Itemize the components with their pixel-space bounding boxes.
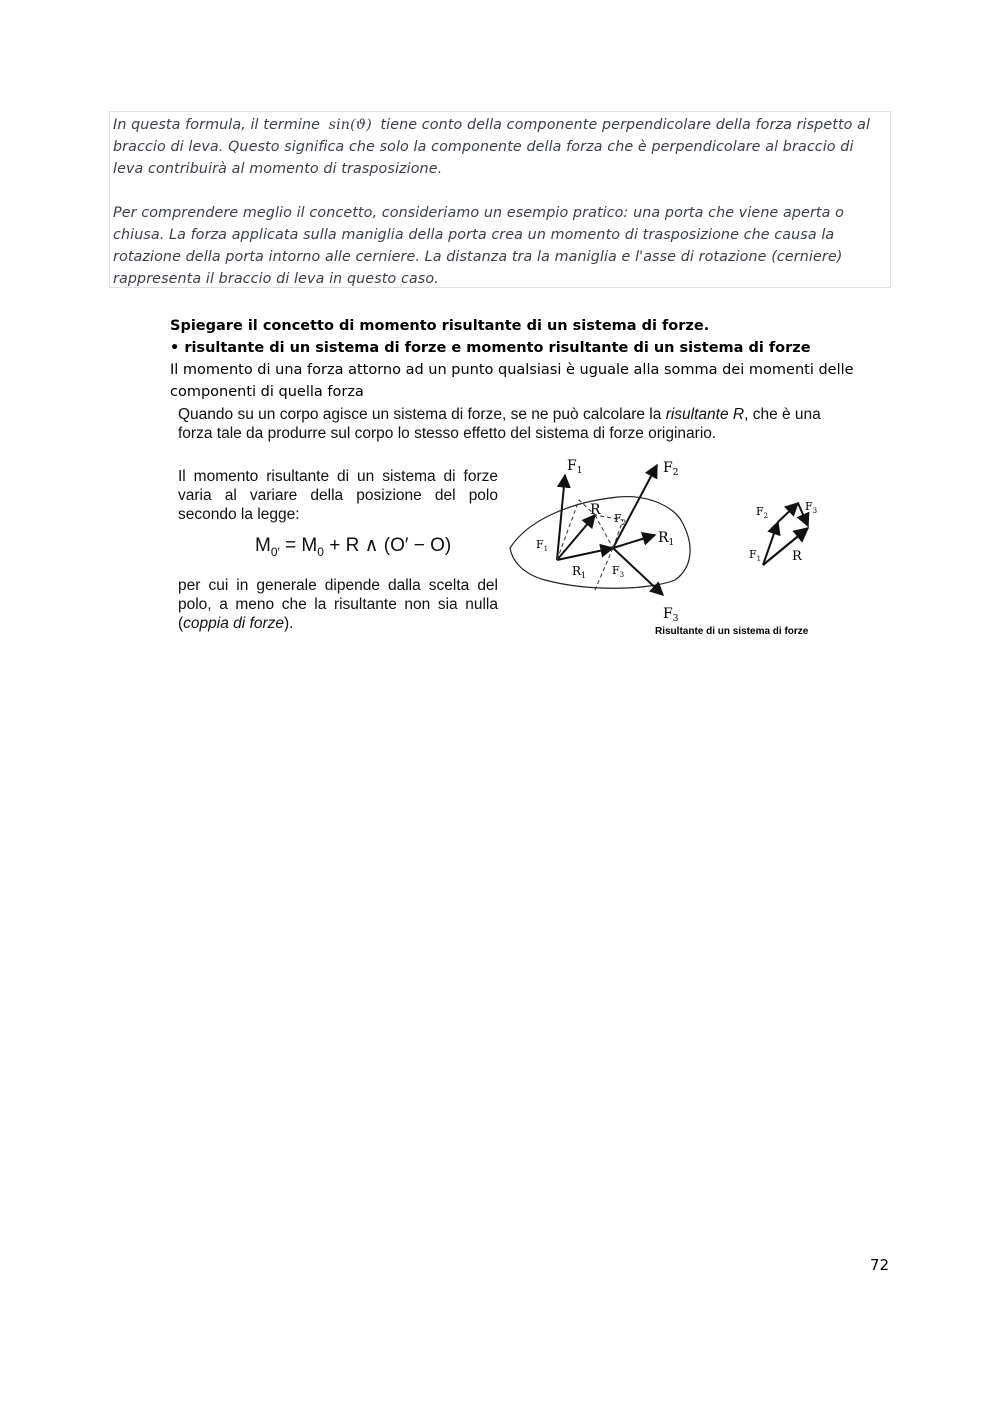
sine-formula: sin(ϑ) bbox=[328, 117, 372, 133]
poly-label-f1: $F_1$ bbox=[749, 548, 762, 563]
label-r-right: $R_1$ bbox=[658, 530, 675, 548]
page-number: 72 bbox=[870, 1256, 890, 1274]
eq-sub-prime: 0′ bbox=[270, 544, 280, 559]
force-f1-arrow bbox=[557, 475, 565, 560]
conclusion-pre: per cui in generale dipende dalla scelta del polo, a meno che la risultante non sia nulla ( bbox=[178, 577, 498, 632]
label-f2: $F_2$ bbox=[663, 460, 679, 478]
label-r: R bbox=[590, 502, 601, 518]
section-heading: Spiegare il concetto di momento risultante di un sistema di forze. bbox=[170, 318, 710, 334]
figure-intro-text bbox=[178, 405, 838, 443]
figure-conclusion-text bbox=[178, 576, 498, 633]
figure-intro-post: , che è una forza tale da produrre sul corpo lo stesso effetto del sistema di forze originario. bbox=[178, 406, 821, 442]
force-diagram bbox=[500, 450, 845, 645]
conclusion-post: ). bbox=[283, 615, 294, 632]
eq-rest: + R ∧ (O′ − O) bbox=[323, 535, 452, 556]
figure-law-text: Il momento risultante di un sistema di forze varia al variare della posizione del polo secondo la legge: bbox=[178, 468, 498, 523]
figure-caption: Risultante di un sistema di forze bbox=[655, 626, 809, 637]
section-bullet: • risultante di un sistema di forze e momento risultante di un sistema di forze bbox=[170, 340, 811, 356]
resultant-figure bbox=[170, 400, 845, 645]
section-body: Il momento di una forza attorno ad un punto qualsiasi è uguale alla somma dei momenti delle componenti di quella forza bbox=[170, 362, 854, 400]
quote-text-pre: In questa formula, il termine bbox=[113, 117, 321, 133]
eq-sub-zero: 0 bbox=[317, 544, 324, 559]
quote-paragraph-door-example: Per comprendere meglio il concetto, consideriamo un esempio pratico: una porta che viene aperta o chiusa. La forza applicata sulla maniglia della porta crea un momento di trasposizione che causa la rotazione della porta intorno alle cerniere. La distanza tra la maniglia e l'asse di rotazione (cerniere) rappresenta il braccio di leva in questo caso. bbox=[113, 205, 844, 287]
label-f2-inner: $F_2$ bbox=[614, 512, 627, 527]
eq-mid: = M bbox=[279, 535, 318, 556]
quote-paragraph-formula bbox=[113, 114, 887, 180]
label-f1-inner: $F_1$ bbox=[536, 538, 549, 553]
section-momento-risultante bbox=[170, 315, 870, 403]
figure-intro-pre: Quando su un corpo agisce un sistema di forze, se ne può calcolare la bbox=[178, 406, 666, 423]
label-r1: $R_1$ bbox=[572, 564, 587, 580]
quote-text-post: tiene conto della componente perpendicolare della forza rispetto al braccio di leva. Questo significa che solo la componente della forza che è perpendicolare al braccio di leva contribuirà al momento di trasposizione. bbox=[113, 117, 871, 177]
label-f3: $F_3$ bbox=[663, 606, 679, 624]
eq-m: M bbox=[255, 535, 271, 556]
label-f1: $F_1$ bbox=[567, 458, 583, 476]
quoted-answer-box bbox=[109, 111, 891, 288]
poly-label-f3: $F_3$ bbox=[805, 500, 818, 515]
poly-label-r: R bbox=[792, 549, 802, 564]
conclusion-em: coppia di forze bbox=[183, 615, 284, 632]
moment-equation bbox=[255, 534, 451, 559]
poly-label-f2: $F_2$ bbox=[756, 505, 769, 520]
figure-intro-em: risultante R bbox=[665, 406, 745, 423]
polygon-f2 bbox=[778, 503, 798, 522]
label-f3-inner: $F_3$ bbox=[612, 564, 625, 579]
